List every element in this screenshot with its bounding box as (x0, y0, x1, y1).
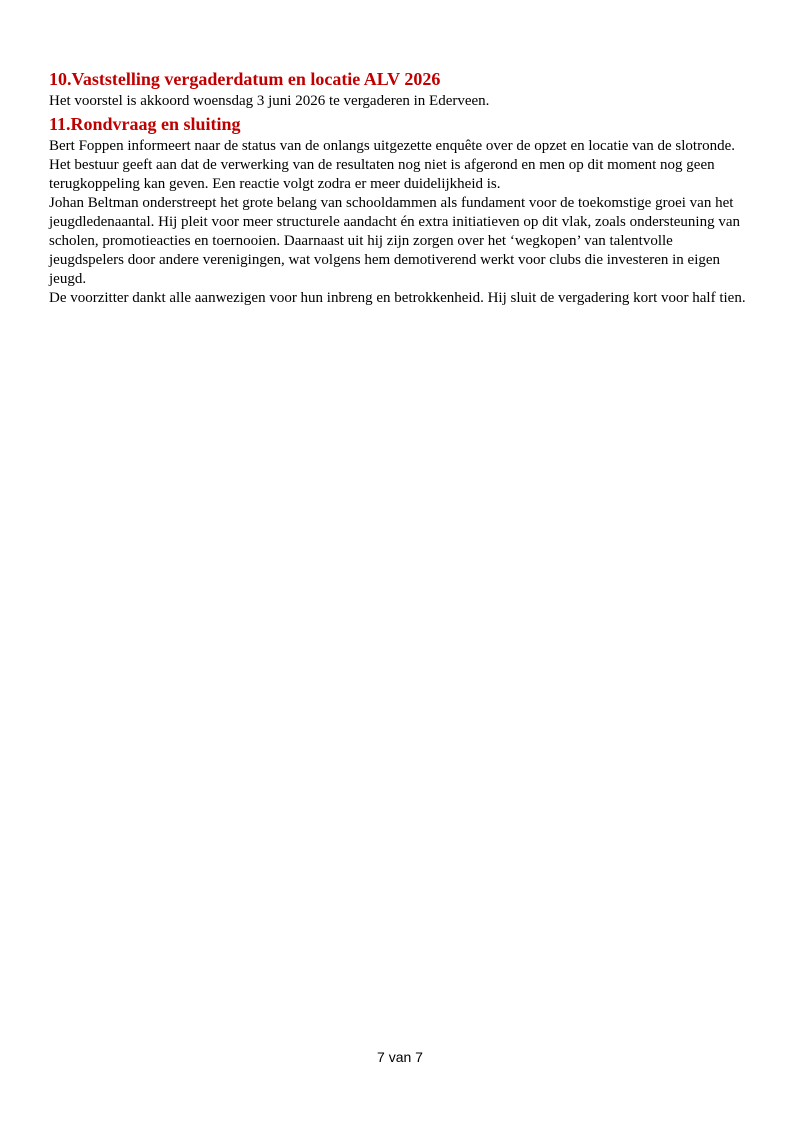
page-number: 7 van 7 (377, 1049, 423, 1065)
paragraph-schooldammen: Johan Beltman onderstreept het grote belang van schooldammen als fundament voor de toekomstige groei van het jeugdledenaantal. Hij pleit voor meer structurele aandacht én extra initiatieven op dit vlak, zoals ondersteuning van scholen, promotieacties en toernooien. Daarnaast uit hij zijn zorgen over het ‘wegkopen’ van talentvolle jeugdspelers door andere verenigingen, wat volgens hem demotiverend werkt voor clubs die investeren in eigen jeugd. (49, 195, 741, 287)
section-heading-rondvraag: 11.Rondvraag en sluiting (49, 114, 241, 134)
paragraph-vergaderdatum: Het voorstel is akkoord woensdag 3 juni 2026 te vergaderen in Ederveen. (49, 93, 490, 109)
paragraph-enquete: Bert Foppen informeert naar de status van de onlangs uitgezette enquête over de opzet en locatie van de slotronde. Het bestuur geeft aan dat de verwerking van de resultaten nog niet is afgerond en men op dit moment nog geen terugkoppeling kan geven. Een reactie volgt zodra er meer duidelijkheid is. (49, 138, 736, 192)
page-content (49, 66, 749, 308)
paragraph-sluiting: De voorzitter dankt alle aanwezigen voor hun inbreng en betrokkenheid. Hij sluit de vergadering kort voor half tien. (49, 290, 746, 306)
section-heading-vaststelling: 10.Vaststelling vergaderdatum en locatie ALV 2026 (49, 69, 441, 89)
